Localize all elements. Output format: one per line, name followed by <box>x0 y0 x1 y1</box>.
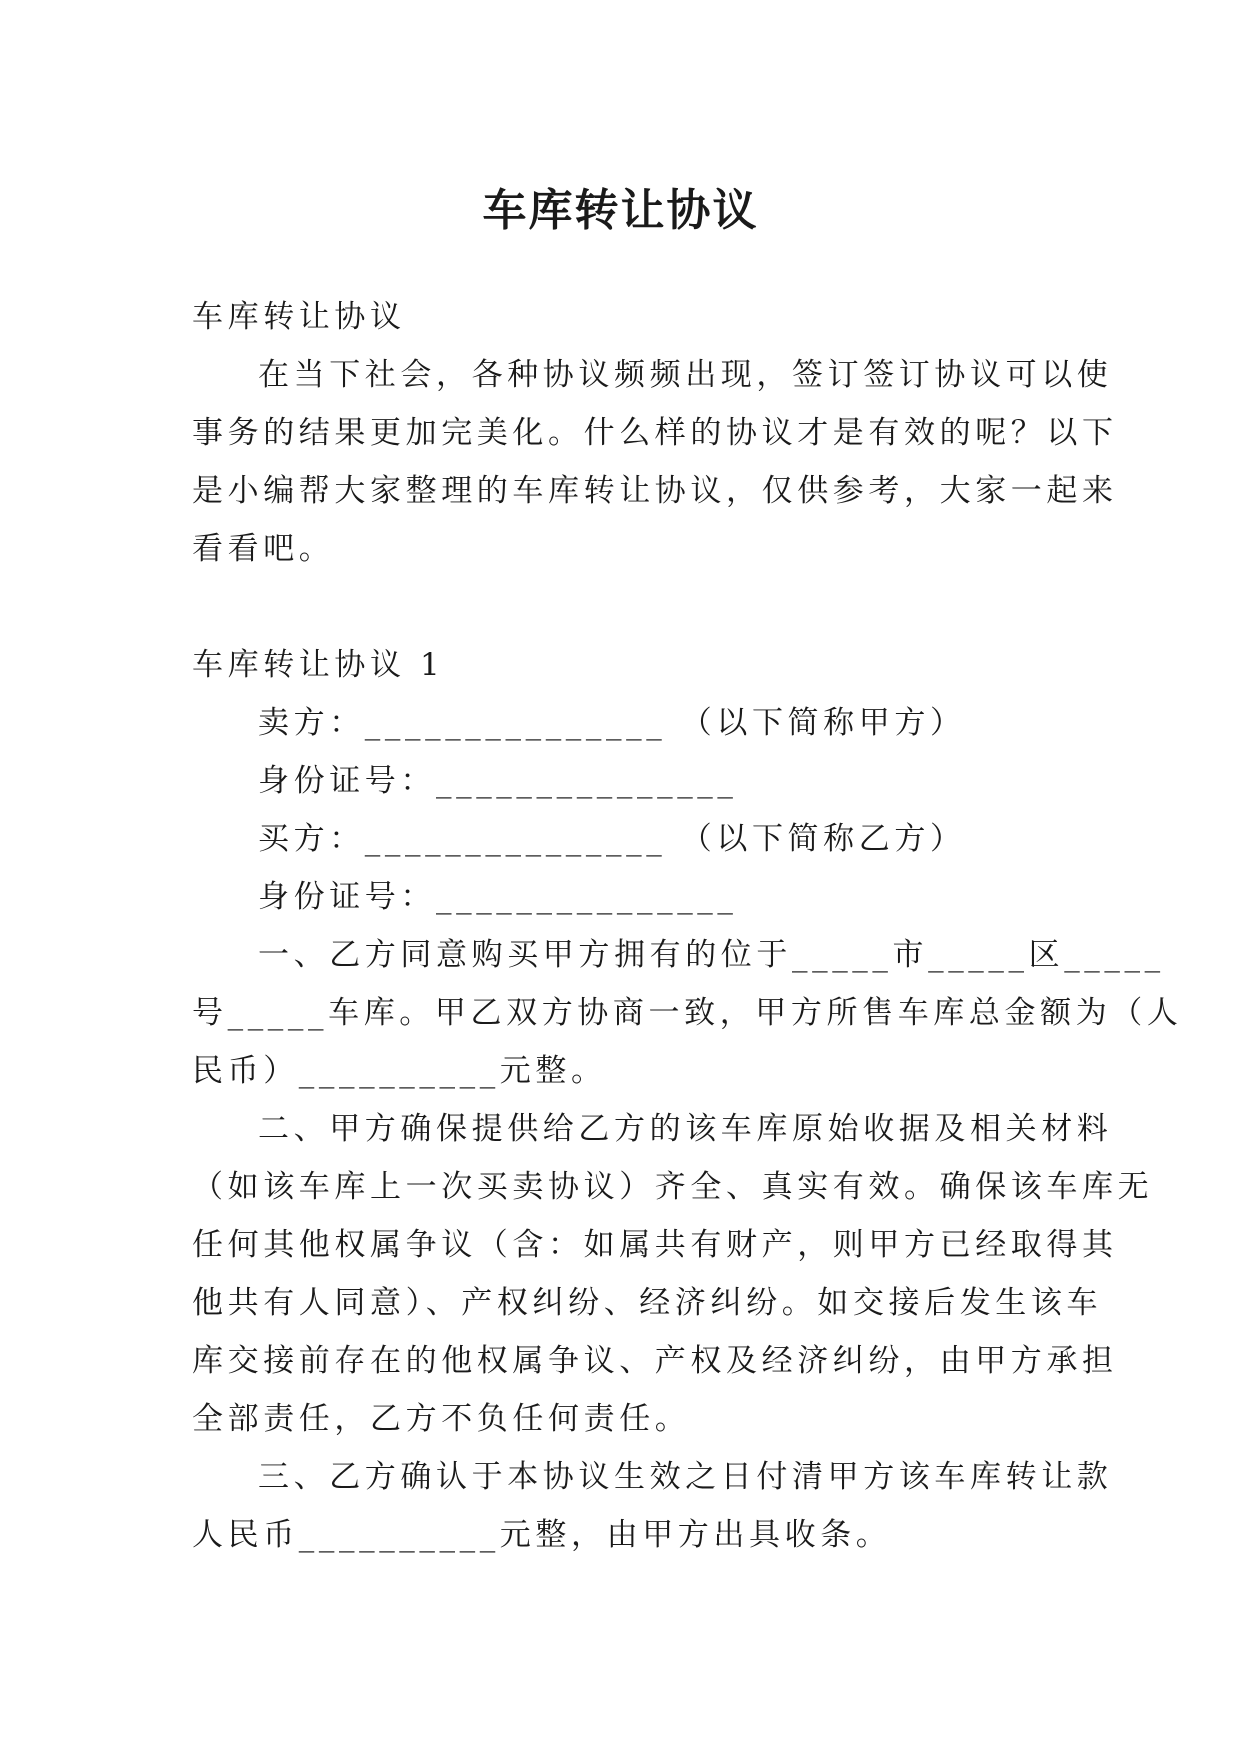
clause-line: 库交接前存在的他权属争议、产权及经济纠纷，由甲方承担 <box>192 1343 1118 1379</box>
clause-3 <box>192 1448 1113 1564</box>
seller-id-field: 身份证号：_______________ <box>258 763 738 799</box>
party-fields <box>192 694 1058 926</box>
clause-line: 他共有人同意）、产权纠纷、经济纠纷。如交接后发生该车 <box>192 1285 1103 1321</box>
clause-line: 任何其他权属争议（含：如属共有财产，则甲方已经取得其 <box>192 1227 1118 1263</box>
clause-line: 人民币__________元整，由甲方出具收条。 <box>192 1517 892 1553</box>
heading: 车库转让协议 <box>192 299 406 335</box>
buyer-field: 买方：_______________ （以下简称乙方） <box>258 821 966 857</box>
clause-2 <box>192 1100 1154 1448</box>
clause-line: 三、乙方确认于本协议生效之日付清甲方该车库转让款 <box>258 1459 1113 1495</box>
clause-line: 全部责任，乙方不负任何责任。 <box>192 1401 691 1437</box>
seller-field: 卖方：_______________ （以下简称甲方） <box>258 705 966 741</box>
intro-paragraph <box>192 346 1118 578</box>
intro-line: 看看吧。 <box>192 531 335 567</box>
intro-line: 在当下社会，各种协议频频出现，签订签订协议可以使 <box>258 357 1113 393</box>
clause-line: 民币）__________元整。 <box>192 1053 607 1089</box>
intro-line: 事务的结果更加完美化。什么样的协议才是有效的呢？以下 <box>192 415 1118 451</box>
clause-line: 二、甲方确保提供给乙方的该车库原始收据及相关材料 <box>258 1111 1113 1147</box>
intro-line: 是小编帮大家整理的车库转让协议，仅供参考，大家一起来 <box>192 473 1118 509</box>
document-title: 车库转让协议 <box>482 185 759 237</box>
document-body <box>192 288 1183 1564</box>
clause-1 <box>192 926 1183 1100</box>
clause-line: 号_____车库。甲乙双方协商一致，甲方所售车库总金额为（人 <box>192 995 1183 1031</box>
clause-line: 一、乙方同意购买甲方拥有的位于_____市_____区_____ <box>258 937 1165 973</box>
section-heading: 车库转让协议 1 <box>192 647 445 683</box>
buyer-id-field: 身份证号：_______________ <box>258 879 738 915</box>
clause-line: （如该车库上一次买卖协议）齐全、真实有效。确保该车库无 <box>192 1169 1154 1205</box>
